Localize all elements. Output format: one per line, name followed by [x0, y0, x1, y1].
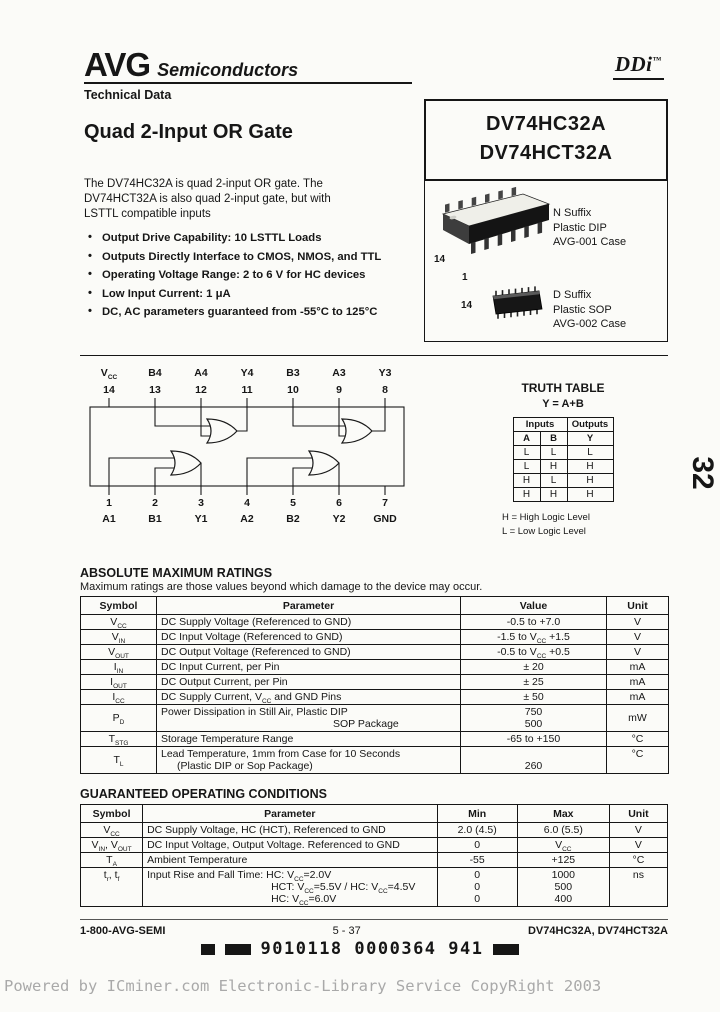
symbol-cell: $T_{STG}$ [81, 732, 157, 747]
max-cell: 6.0 (5.5) [517, 823, 609, 838]
dip-package-label [553, 206, 626, 250]
unit-cell: mW [607, 705, 669, 732]
table-header-row [81, 805, 668, 823]
value-line: 750 [524, 706, 543, 718]
parameter-line: Input Rise and Fall Time: HC: $V_{CC}=2.0V$ [147, 869, 332, 884]
dip-type: Plastic DIP [553, 221, 607, 234]
tt-col-b: B [540, 432, 567, 446]
parameter-cell: Ambient Temperature [143, 853, 438, 868]
unit-cell: V [607, 630, 669, 645]
note-high: H = High Logic Level [502, 512, 590, 523]
footer [80, 919, 668, 937]
pin-number: 3 [198, 497, 204, 509]
footer-phone: 1-800-AVG-SEMI [80, 925, 166, 937]
pin-number: 12 [195, 384, 207, 396]
table-row [81, 868, 668, 907]
tt-cell: H [540, 488, 567, 502]
symbol-cell: $I_{OUT}$ [81, 675, 157, 690]
parameter-cell [157, 747, 461, 774]
min-cell: 2.0 (4.5) [437, 823, 517, 838]
table-row [81, 838, 668, 853]
footer-page-number: 5 - 37 [332, 925, 361, 937]
max-line: 400 [554, 893, 573, 905]
pin-label: Y4 [240, 367, 254, 379]
sop-package-image [481, 282, 553, 328]
value-cell: ± 20 [461, 660, 607, 675]
pin-label: B3 [286, 367, 300, 379]
symbol-cell: $V_{IN}$ [81, 630, 157, 645]
symbol-cell: $I_{IN}$ [81, 660, 157, 675]
unit-cell: °C [607, 732, 669, 747]
min-cell: 0 [437, 838, 517, 853]
table-row [81, 615, 669, 630]
pin-labels-top [86, 367, 408, 382]
table-row [81, 823, 668, 838]
dip-case: AVG-001 Case [553, 236, 627, 249]
pin-label: A3 [332, 367, 346, 379]
symbol-cell: $T_L$ [81, 747, 157, 774]
tt-col-a: A [513, 432, 540, 446]
pin-number: 14 [103, 384, 115, 396]
parameter-cell: DC Output Voltage (Referenced to GND) [157, 645, 461, 660]
parameter-cell: DC Input Voltage (Referenced to GND) [157, 630, 461, 645]
table-row [81, 675, 669, 690]
horizontal-rule [80, 355, 668, 356]
pin-label: A1 [102, 513, 116, 525]
tt-cell: L [513, 446, 540, 460]
tt-cell: H [567, 460, 613, 474]
parameter-line: (Plastic DIP or Sop Package) [177, 760, 313, 772]
barcode-block [201, 944, 215, 955]
pin-number: 2 [152, 497, 158, 509]
table-row [81, 690, 669, 705]
ddi-logo [613, 52, 664, 80]
symbol-cell: $V_{OUT}$ [81, 645, 157, 660]
table-row [81, 630, 669, 645]
pin-label: Y1 [194, 513, 208, 525]
tt-cell: L [567, 446, 613, 460]
barcode [0, 939, 720, 959]
symbol-cell: $P_D$ [81, 705, 157, 732]
sop-case: AVG-002 Case [553, 318, 627, 331]
pin-label: Y2 [332, 513, 346, 525]
tt-cell: L [513, 460, 540, 474]
table-row [81, 853, 668, 868]
pin-label: A4 [194, 367, 208, 379]
parameter-cell: DC Supply Voltage, HC (HCT), Referenced to GND [143, 823, 438, 838]
operating-conditions-table [80, 804, 668, 907]
sop-pin14-label: 14 [461, 300, 473, 311]
table-row [81, 660, 669, 675]
brand-sub-logo: Semiconductors [157, 60, 299, 80]
sop-package-label [553, 288, 626, 332]
page-tab-number: 32 [686, 456, 719, 490]
footer-doc-ref: DV74HC32A, DV74HCT32A [527, 925, 668, 937]
sop-type: Plastic SOP [553, 303, 612, 316]
watermark: Powered by ICminer.com Electronic-Library Service CopyRight 2003 [4, 977, 602, 995]
part-number-2: DV74HCT32A [479, 142, 613, 164]
part-number-1: DV74HC32A [485, 113, 607, 135]
pin-number: 5 [290, 497, 296, 509]
parameter-cell [143, 868, 438, 907]
tt-group-header-row [513, 418, 613, 432]
feature-item: • Low Input Current: 1 μA [88, 288, 423, 300]
min-line: 0 [474, 869, 481, 881]
max-cell [517, 868, 609, 907]
brand-logo: AVG [84, 46, 151, 83]
min-line: 0 [474, 881, 481, 893]
unit-cell: mA [607, 690, 669, 705]
pinout-diagram [86, 367, 408, 525]
tt-cell: L [540, 446, 567, 460]
pin-label: GND [373, 513, 397, 525]
col-header-min: Min [437, 805, 517, 823]
pin-number: 10 [287, 384, 299, 396]
truth-table-title: TRUTH TABLE [521, 381, 605, 395]
pin-number: 8 [382, 384, 388, 396]
tt-cell: H [513, 474, 540, 488]
truth-table-equation: Y = A+B [542, 398, 584, 410]
col-header-symbol: Symbol [81, 805, 143, 823]
symbol-cell: $V_{CC}$ [81, 823, 143, 838]
section-title: ABSOLUTE MAXIMUM RATINGS [80, 566, 273, 580]
tt-cell: H [513, 488, 540, 502]
feature-item: • Output Drive Capability: 10 LSTTL Loads [88, 232, 423, 244]
value-cell: ± 25 [461, 675, 607, 690]
tagline: Technical Data [84, 88, 172, 102]
pin-numbers-top [86, 384, 408, 396]
description: The DV74HC32A is quad 2-input OR gate. The DV74HCT32A is also quad 2-input gate, but with LSTTL compatible inputs [84, 178, 331, 221]
note-low: L = Low Logic Level [502, 525, 586, 537]
value-cell: -0.5 to +7.0 [461, 615, 607, 630]
parameter-line: HCT: $V_{CC}=5.5V$ / HC: $V_{CC}=4.5V$ [271, 881, 416, 896]
pin-number: 1 [106, 497, 112, 509]
dip-pin1-label: 1 [462, 272, 468, 283]
truth-table-notes [502, 511, 624, 539]
unit-cell: V [609, 838, 667, 853]
pin-number: 6 [336, 497, 342, 509]
pin-label: B2 [286, 513, 300, 525]
ddi-logo-text: DDi [614, 52, 653, 76]
dip-pin14-label: 14 [434, 254, 446, 265]
parameter-line: Lead Temperature, 1mm from Case for 10 Seconds [161, 748, 401, 760]
tt-cell: H [567, 474, 613, 488]
min-cell: -55 [437, 853, 517, 868]
value-cell: 260 [461, 747, 607, 774]
parameter-cell: Storage Temperature Range [157, 732, 461, 747]
col-header-symbol: Symbol [81, 597, 157, 615]
value-cell: -0.5 to $V_{CC} +0.5$ [461, 645, 607, 660]
symbol-cell: $T_A$ [81, 853, 143, 868]
unit-cell: ns [609, 868, 667, 907]
unit-cell: V [607, 645, 669, 660]
unit-cell: mA [607, 675, 669, 690]
feature-item: • DC, AC parameters guaranteed from -55°C to 125°C [88, 306, 423, 318]
parameter-cell [157, 705, 461, 732]
max-cell: $V_{CC}$ [517, 838, 609, 853]
pin-numbers-bottom [86, 497, 408, 509]
header [84, 46, 670, 102]
table-row [81, 645, 669, 660]
truth-table [513, 417, 614, 502]
tt-row [513, 460, 613, 474]
barcode-block [225, 944, 251, 955]
parameter-cell: DC Input Current, per Pin [157, 660, 461, 675]
pin-number: 7 [382, 497, 388, 509]
parameter-line: SOP Package [333, 718, 399, 730]
tt-cell: L [540, 474, 567, 488]
unit-cell: °C [607, 747, 669, 774]
parameter-cell: DC Supply Current, $V_{CC}$ and GND Pins [157, 690, 461, 705]
value-cell: -65 to +150 [461, 732, 607, 747]
sop-suffix: D Suffix [553, 289, 592, 301]
unit-cell: V [609, 823, 667, 838]
col-header-unit: Unit [609, 805, 667, 823]
value-cell: -1.5 to $V_{CC} +1.5$ [461, 630, 607, 645]
col-header-parameter: Parameter [157, 597, 461, 615]
parameter-cell: DC Output Current, per Pin [157, 675, 461, 690]
operating-conditions-section [80, 787, 668, 907]
value-cell: ± 50 [461, 690, 607, 705]
pin-number: 13 [149, 384, 161, 396]
value-line: 500 [524, 718, 543, 730]
truth-table-block [502, 381, 624, 539]
min-line: 0 [474, 893, 481, 905]
pin-number: 4 [244, 497, 250, 509]
max-cell: +125 [517, 853, 609, 868]
pin-label: A2 [240, 513, 254, 525]
table-header-row [81, 597, 669, 615]
logic-diagram [86, 398, 408, 495]
parameter-line: Power Dissipation in Still Air, Plastic DIP [161, 706, 348, 718]
section-title: GUARANTEED OPERATING CONDITIONS [80, 787, 327, 801]
feature-item: • Outputs Directly Interface to CMOS, NMOS, and TTL [88, 251, 423, 263]
tt-row [513, 474, 613, 488]
parameter-cell: DC Supply Voltage (Referenced to GND) [157, 615, 461, 630]
min-cell [437, 868, 517, 907]
symbol-cell: $I_{CC}$ [81, 690, 157, 705]
part-number-box [424, 99, 668, 181]
page-title: Quad 2-Input OR Gate [84, 121, 293, 143]
col-header-value: Value [461, 597, 607, 615]
table-row [81, 732, 669, 747]
pin-label: B4 [148, 367, 162, 379]
symbol-cell: $V_{CC}$ [81, 615, 157, 630]
tt-cell: H [567, 488, 613, 502]
feature-item: • Operating Voltage Range: 2 to 6 V for HC devices [88, 269, 423, 281]
unit-cell: °C [609, 853, 667, 868]
pin-number: 9 [336, 384, 342, 396]
table-row [81, 705, 669, 732]
tt-cell: H [540, 460, 567, 474]
unit-cell: V [607, 615, 669, 630]
barcode-text: 9010118 0000364 941 [260, 939, 484, 959]
parameter-line: HC: $V_{CC}=6.0V$ [271, 893, 337, 908]
col-header-parameter: Parameter [143, 805, 438, 823]
dip-suffix: N Suffix [553, 207, 592, 219]
section-subtitle: Maximum ratings are those values beyond which damage to the device may occur. [80, 581, 483, 593]
unit-cell: mA [607, 660, 669, 675]
max-line: 500 [554, 881, 573, 893]
symbol-cell: $t_r$, $t_f$ [81, 868, 143, 907]
tt-outputs-header: Outputs [567, 418, 613, 432]
pin-label: $V_{CC}$ [100, 367, 118, 382]
col-header-max: Max [517, 805, 609, 823]
symbol-cell: $V_{IN}$, $V_{OUT}$ [81, 838, 143, 853]
pin-number: 11 [241, 384, 253, 396]
tt-inputs-header: Inputs [513, 418, 567, 432]
package-box [424, 179, 668, 342]
barcode-block [493, 944, 519, 955]
dip-package-image [431, 184, 553, 276]
max-line: 1000 [551, 869, 575, 881]
tt-row [513, 446, 613, 460]
absolute-maximum-ratings-section [80, 566, 668, 774]
tt-header-row [513, 432, 613, 446]
features-list [88, 232, 423, 325]
tt-row [513, 488, 613, 502]
parameter-cell: DC Input Voltage, Output Voltage. Referenced to GND [143, 838, 438, 853]
brand-row [84, 46, 670, 83]
value-cell [461, 705, 607, 732]
pin-label: B1 [148, 513, 162, 525]
tt-col-y: Y [567, 432, 613, 446]
pin-labels-bottom [86, 513, 408, 525]
pin-label: Y3 [378, 367, 392, 379]
trademark-symbol: ™ [652, 55, 662, 65]
table-row [81, 747, 669, 774]
col-header-unit: Unit [607, 597, 669, 615]
abs-max-table [80, 596, 669, 774]
